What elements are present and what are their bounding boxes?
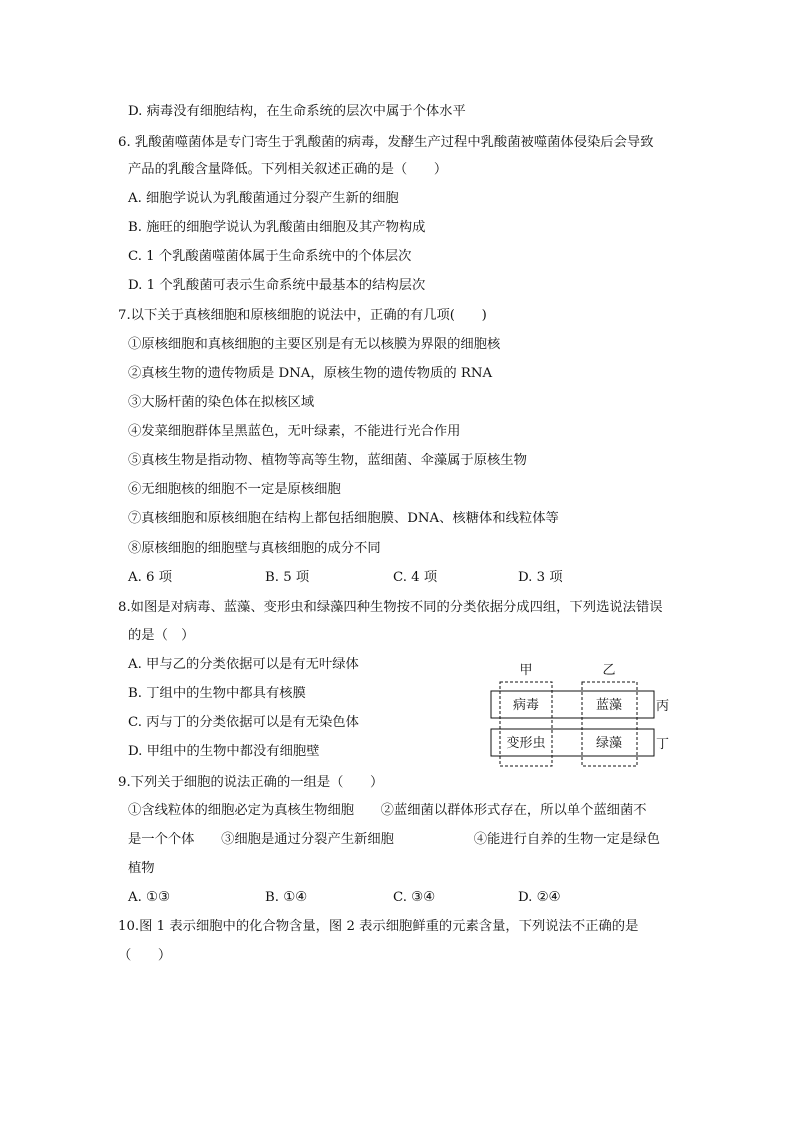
q7-statement-7: ⑦真核细胞和原核细胞在结构上都包括细胞膜、DNA、核糖体和线粒体等 <box>128 511 559 526</box>
q9-statements-line1: ①含线粒体的细胞必定为真核生物细胞 ②蓝细菌以群体形式存在，所以单个蓝细菌不 <box>128 803 647 818</box>
q7-option-c: C. 4 项 <box>393 570 438 585</box>
q5-option-d: D. 病毒没有细胞结构，在生命系统的层次中属于个体水平 <box>128 104 466 119</box>
q8-option-b: B. 丁组中的生物中都具有核膜 <box>128 686 306 701</box>
q7-statement-1: ①原核细胞和真核细胞的主要区别是有无以核膜为界限的细胞核 <box>128 337 501 352</box>
q7-statement-6: ⑥无细胞核的细胞不一定是原核细胞 <box>128 482 341 497</box>
q9-statements-line2: 是一个个体 ③细胞是通过分裂产生新细胞 ④能进行自养的生物一定是绿色 <box>128 832 660 847</box>
q8-stem-cont: 的是（ ） <box>128 628 195 643</box>
cell-amoeba: 变形虫 <box>506 736 546 751</box>
q8-option-c: C. 丙与丁的分类依据可以是有无染色体 <box>128 715 359 730</box>
q7-statement-5: ⑤真核生物是指动物、植物等高等生物，蓝细菌、伞藻属于原核生物 <box>128 453 527 468</box>
q9-option-a: A. ①③ <box>128 890 170 905</box>
label-ding: 丁 <box>656 737 670 752</box>
label-bing: 丙 <box>656 699 670 714</box>
column-box-jia <box>500 682 552 766</box>
q8-option-a: A. 甲与乙的分类依据可以是有无叶绿体 <box>128 657 359 672</box>
q6-option-d: D. 1 个乳酸菌可表示生命系统中最基本的结构层次 <box>128 278 426 293</box>
q7-stem: 7.以下关于真核细胞和原核细胞的说法中，正确的有几项( ) <box>118 308 487 323</box>
q7-statement-2: ②真核生物的遗传物质是 DNA，原核生物的遗传物质的 RNA <box>128 366 493 381</box>
q6-option-a: A. 细胞学说认为乳酸菌通过分裂产生新的细胞 <box>128 191 399 206</box>
q7-statement-8: ⑧原核细胞的细胞壁与真核细胞的成分不同 <box>128 541 381 556</box>
q8-option-d: D. 甲组中的生物中都没有细胞壁 <box>128 744 320 759</box>
label-jia: 甲 <box>519 663 533 678</box>
q9-statements-line3: 植物 <box>128 861 155 876</box>
q9-stem: 9.下列关于细胞的说法正确的一组是（ ） <box>118 775 384 790</box>
label-yi: 乙 <box>602 663 616 678</box>
q7-option-b: B. 5 项 <box>265 570 310 585</box>
classification-diagram <box>487 658 687 770</box>
q6-stem: 6. 乳酸菌噬菌体是专门寄生于乳酸菌的病毒，发酵生产过程中乳酸菌被噬菌体侵染后会导致 <box>118 135 654 150</box>
cell-blue-algae: 蓝藻 <box>595 698 623 713</box>
q7-option-d: D. 3 项 <box>518 570 563 585</box>
q9-option-d: D. ②④ <box>518 890 561 905</box>
q9-option-c: C. ③④ <box>393 890 435 905</box>
q7-statement-4: ④发菜细胞群体呈黑蓝色，无叶绿素，不能进行光合作用 <box>128 424 461 439</box>
q6-option-c: C. 1 个乳酸菌噬菌体属于生命系统中的个体层次 <box>128 249 412 264</box>
q10-stem: 10.图 1 表示细胞中的化合物含量，图 2 表示细胞鲜重的元素含量，下列说法不正确的是 <box>118 919 639 934</box>
q9-option-b: B. ①④ <box>265 890 308 905</box>
q7-statement-3: ③大肠杆菌的染色体在拟核区域 <box>128 395 315 410</box>
q8-stem: 8.如图是对病毒、蓝藻、变形虫和绿藻四种生物按不同的分类依据分成四组，下列选说法错误 <box>118 600 663 615</box>
cell-green-algae: 绿藻 <box>595 736 623 751</box>
q6-option-b: B. 施旺的细胞学说认为乳酸菌由细胞及其产物构成 <box>128 220 426 235</box>
column-box-yi <box>582 682 637 766</box>
q10-stem-cont: （ ） <box>118 948 172 963</box>
cell-virus: 病毒 <box>512 698 540 713</box>
q7-option-a: A. 6 项 <box>128 570 173 585</box>
q6-stem-cont: 产品的乳酸含量降低。下列相关叙述正确的是（ ） <box>128 162 448 177</box>
